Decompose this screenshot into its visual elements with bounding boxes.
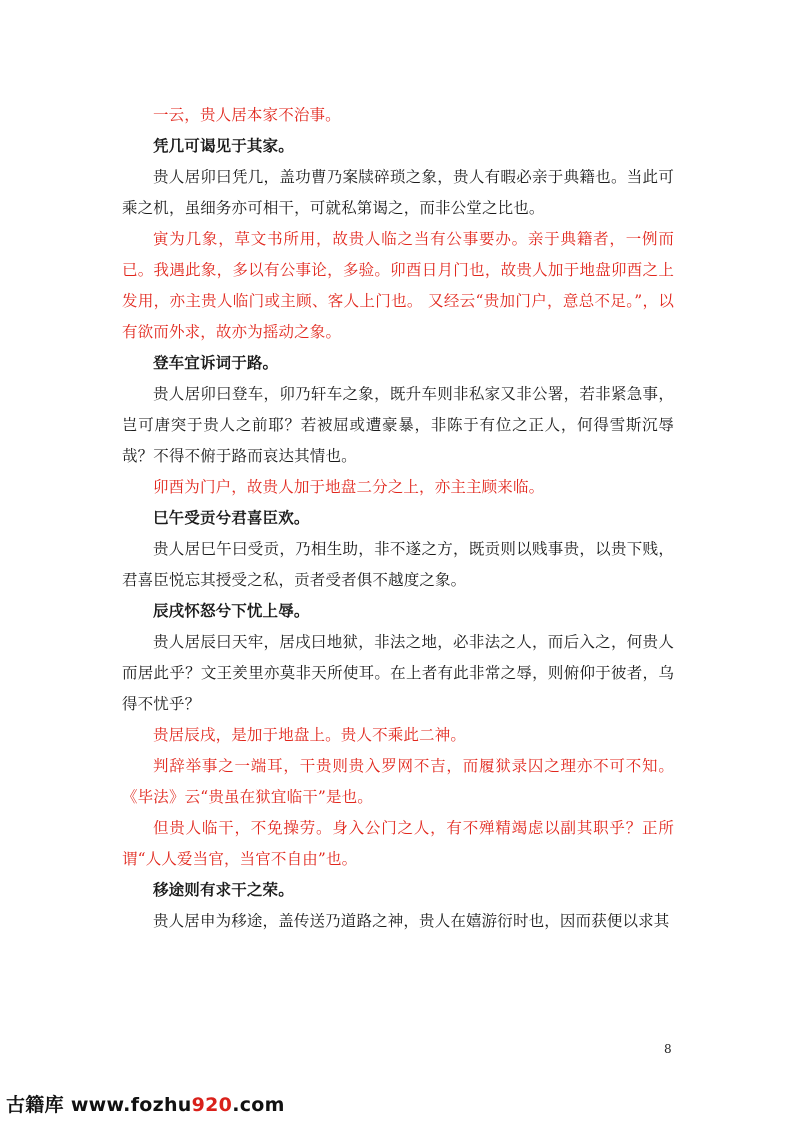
watermark-site-name: 古籍库 [6, 1094, 64, 1116]
section-heading: 凭几可谒见于其家。 [153, 137, 294, 155]
site-watermark[interactable] [6, 1090, 285, 1117]
body-paragraph: 贵人居卯曰登车，卯乃轩车之象，既升车则非私家又非公署，若非紧急事，岂可唐突于贵人之前耶？若被屈或遭豪暴，非陈于有位之正人，何得雪斯沉辱哉？不得不俯于路而哀达其情也。 [122, 385, 674, 465]
section-heading: 巳午受贡兮君喜臣欢。 [153, 509, 310, 527]
document-body [122, 100, 674, 937]
body-paragraph: 贵人居辰曰天牢，居戌曰地狱，非法之地，必非法之人，而后入之，何贵人而居此乎？文王羑里亦莫非天所使耳。在上者有此非常之辱，则俯仰于彼者，乌得不忧乎？ [122, 633, 674, 713]
watermark-url-prefix: www.fozhu [70, 1094, 192, 1116]
page-number: 8 [664, 1042, 672, 1056]
watermark-url-number: 920 [191, 1094, 233, 1116]
annotation-paragraph: 贵居辰戌，是加于地盘上。贵人不乘此二神。 [153, 726, 467, 744]
annotation-paragraph: 卯酉为门户，故贵人加于地盘二分之上，亦主主顾来临。 [153, 478, 545, 496]
body-paragraph: 贵人居申为移途，盖传送乃道路之神，贵人在嬉游衍时也，因而获便以求其 [153, 912, 670, 930]
watermark-url-suffix: .com [232, 1094, 285, 1116]
annotation-paragraph: 寅为几象，草文书所用，故贵人临之当有公事要办。亲于典籍者，一例而已。我遇此象，多以有公事论，多验。卯酉日月门也，故贵人加于地盘卯酉之上发用，亦主贵人临门或主顾、客人上门也。 又经云“贵加门户，意总不足。”，以有欲而外求，故亦为摇动之象。 [122, 230, 674, 341]
body-paragraph: 贵人居巳午曰受贡，乃相生助，非不遂之方，既贡则以贱事贵，以贵下贱，君喜臣悦忘其授受之私，贡者受者俱不越度之象。 [122, 540, 674, 589]
body-paragraph: 贵人居卯曰凭几，盖功曹乃案牍碎琐之象，贵人有暇必亲于典籍也。当此可乘之机，虽细务亦可相干，可就私第谒之，而非公堂之比也。 [122, 168, 674, 217]
section-heading: 登车宜诉词于路。 [153, 354, 279, 372]
section-heading: 辰戌怀怒兮下忧上辱。 [153, 602, 310, 620]
section-heading: 移途则有求干之荣。 [153, 881, 294, 899]
annotation-paragraph: 但贵人临干，不免操劳。身入公门之人，有不殚精竭虑以副其职乎？正所谓“人人爱当官，当官不自由”也。 [122, 819, 674, 868]
annotation-paragraph: 一云，贵人居本家不治事。 [153, 106, 341, 124]
annotation-paragraph: 判辞举事之一端耳，干贵则贵入罗网不吉，而履狱录囚之理亦不可不知。《毕法》云“贵虽在狱宜临干”是也。 [122, 757, 674, 806]
